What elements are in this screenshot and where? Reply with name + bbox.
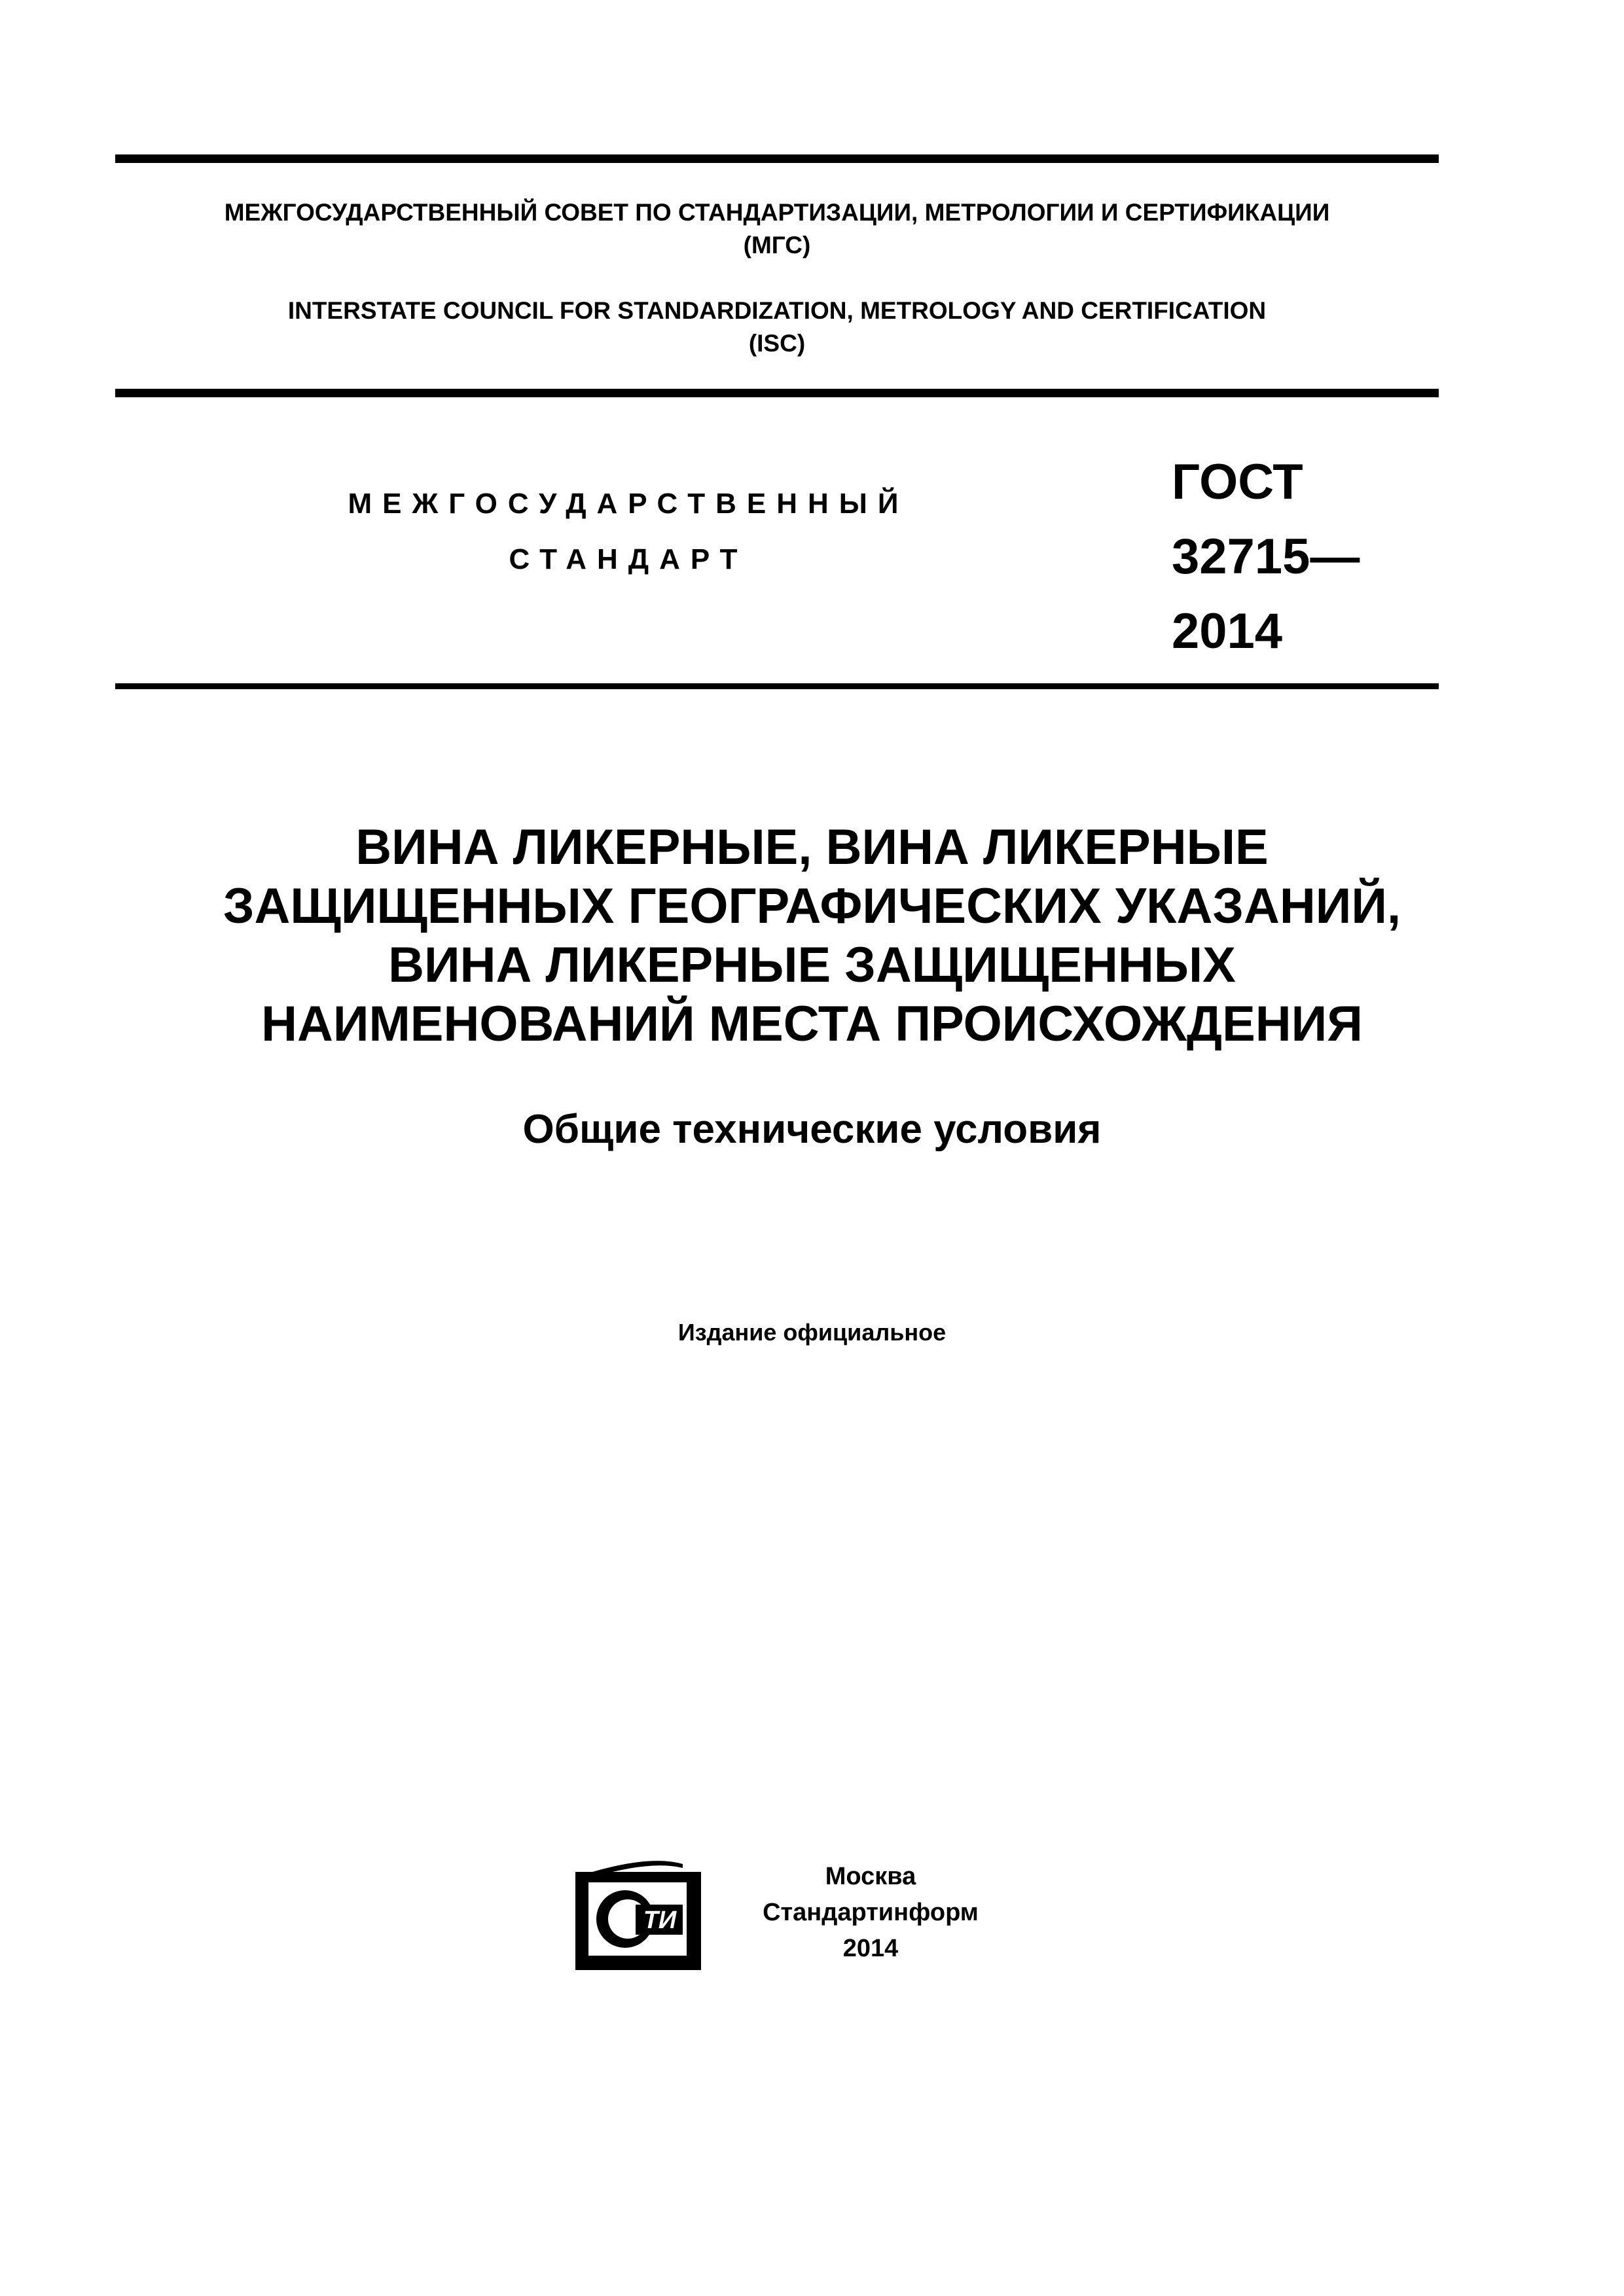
standartinform-logo-icon [573,1859,704,1973]
title-line: ВИНА ЛИКЕРНЫЕ ЗАЩИЩЕННЫХ [388,937,1236,993]
gost-prefix: ГОСТ [1172,454,1303,510]
standard-label-line1: МЕЖГОСУДАРСТВЕННЫЙ [348,488,909,520]
gost-number: 32715— [1172,529,1360,584]
edition-note: Издание официальное [677,1319,947,1346]
document-title [65,818,1559,1054]
publisher-year: 2014 [842,1935,899,1962]
document-subtitle: Общие технические условия [522,1107,1102,1152]
council-ru-line: МЕЖГОСУДАРСТВЕННЫЙ СОВЕТ ПО СТАНДАРТИЗАЦИИ, МЕТРОЛОГИИ И СЕРТИФИКАЦИИ [224,199,1330,226]
council-en-line: INTERSTATE COUNCIL FOR STANDARDIZATION, METROLOGY AND CERTIFICATION [287,297,1267,324]
title-line: ВИНА ЛИКЕРНЫЕ, ВИНА ЛИКЕРНЫЕ [355,819,1269,875]
council-name-en [115,295,1439,360]
publisher-name: Стандартинформ [763,1899,979,1926]
gost-year: 2014 [1172,603,1283,659]
council-name-ru [115,196,1439,262]
publisher-imprint [720,1859,1021,1967]
council-en-abbr: (ISC) [748,330,806,357]
title-line: НАИМЕНОВАНИЙ МЕСТА ПРОИСХОЖДЕНИЯ [261,996,1363,1052]
title-line: ЗАЩИЩЕННЫХ ГЕОГРАФИЧЕСКИХ УКАЗАНИЙ, [223,878,1401,934]
gost-designation [1172,445,1434,669]
publisher-city: Москва [825,1863,916,1890]
svg-text:ТИ: ТИ [643,1907,677,1934]
top-rule [115,154,1439,163]
council-ru-abbr: (МГС) [743,232,811,259]
designation-bottom-rule [115,683,1439,689]
standard-label-line2: СТАНДАРТ [509,543,748,575]
header-bottom-rule [115,389,1439,397]
